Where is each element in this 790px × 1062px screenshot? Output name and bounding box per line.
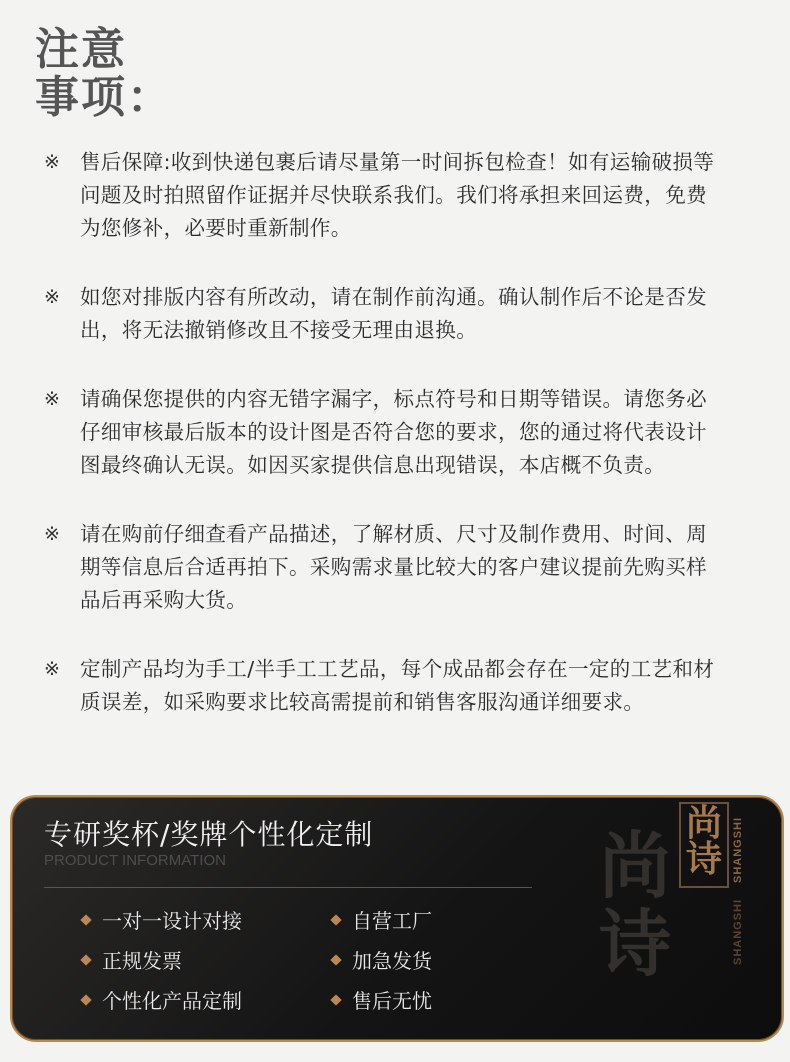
feature-label: 一对一设计对接 [102,909,242,933]
note-text: 售后保障:收到快递包裹后请尽量第一时间拆包检查！如有运输破损等问题及时拍照留作证据并尽快联系我们。我们将承担来回运费，免费为您修补，必要时重新制作。 [80,150,715,240]
note-item [44,653,734,719]
product-info-banner [10,795,784,1042]
logo-char: 尚 [685,802,722,844]
note-text: 请在购前仔细查看产品描述，了解材质、尺寸及制作费用、时间、周期等信息后合适再拍下。采购需求量比较大的客户建议提前先购买样品后再采购大货。 [80,522,707,612]
banner-subtitle: PRODUCT INFORMATION [44,852,226,869]
feature-item [82,985,242,1014]
note-item [44,383,734,482]
note-text: 请确保您提供的内容无错字漏字，标点符号和日期等错误。请您务必仔细审核最后版本的设计图是否符合您的要求，您的通过将代表设计图最终确认无误。如因买家提供信息出现错误，本店概不负责。 [80,387,707,477]
feature-item [332,945,432,974]
feature-label: 加急发货 [352,949,432,973]
logo-mark [684,802,724,880]
note-item [44,518,734,617]
reference-mark-icon: ※ [44,658,60,680]
title-line-1: 注意 [35,24,127,75]
logo-frame-icon [580,797,782,1040]
feature-label: 个性化产品定制 [102,989,242,1013]
notes-list [44,146,734,755]
feature-label: 售后无忧 [352,989,432,1013]
reference-mark-icon: ※ [44,523,60,545]
note-text: 定制产品均为手工/半手工工艺品，每个成品都会存在一定的工艺和材质误差，如采购要求比较高需提前和销售客服沟通详细要求。 [80,657,715,714]
feature-item [332,905,432,934]
note-text: 如您对排版内容有所改动，请在制作前沟通。确认制作后不论是否发出，将无法撤销修改且不接受无理由退换。 [80,285,707,342]
diamond-bullet-icon [80,954,91,965]
brand-logo [580,797,782,1040]
feature-item [82,945,182,974]
feature-item [82,905,242,934]
diamond-bullet-icon [80,994,91,1005]
banner-divider [44,887,532,888]
feature-label: 正规发票 [102,949,182,973]
diamond-bullet-icon [330,914,341,925]
feature-label: 自营工厂 [352,909,432,933]
note-item [44,281,734,347]
diamond-bullet-icon [330,994,341,1005]
logo-pinyin-ghost: SHANGSHI [732,898,744,965]
banner-title: 专研奖杯/奖牌个性化定制 [44,818,374,851]
note-item [44,146,734,245]
diamond-bullet-icon [80,914,91,925]
title-line-2: 事项： [35,72,173,123]
feature-item [332,985,432,1014]
reference-mark-icon: ※ [44,286,60,308]
diamond-bullet-icon [330,954,341,965]
reference-mark-icon: ※ [44,388,60,410]
reference-mark-icon: ※ [44,151,60,173]
logo-watermark-char: 诗 [598,901,671,986]
logo-pinyin: SHANGSHI [732,816,744,883]
logo-char: 诗 [685,838,722,880]
page-title [35,26,173,122]
logo-watermark-char: 尚 [598,823,671,908]
